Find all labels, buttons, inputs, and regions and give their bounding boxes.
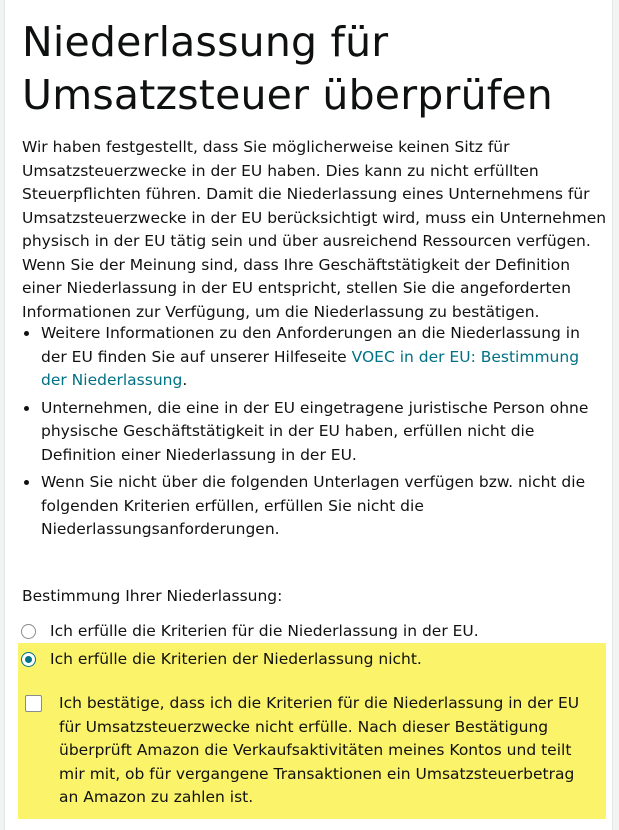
list-item	[22, 471, 602, 542]
radio-checked-icon[interactable]	[21, 652, 36, 667]
radio-unchecked-icon[interactable]	[21, 624, 36, 639]
confirm-checkbox[interactable]	[25, 695, 42, 712]
voec-help-link[interactable]: VOEC in der EU: Bestimmung der Niederlassung	[41, 347, 580, 389]
bullet-text: Weitere Informationen zu den Anforderungen an die Niederlassung in der EU finden Sie auf unserer Hilfeseite	[41, 324, 580, 366]
confirm-checkbox-row[interactable]	[25, 692, 590, 810]
bullet-text: Unternehmen, die eine in der EU eingetragene juristische Person ohne physische Geschäftstätigkeit in der EU haben, erfüllen nicht die Definition einer Niederlassung in der EU.	[41, 398, 589, 464]
confirm-checkbox-label: Ich bestätige, dass ich die Kriterien für die Niederlassung in der EU für Umsatzsteuerzwecke nicht erfülle. Nach dieser Bestätigung überprüft Amazon die Verkaufsaktivitäten meines Kontos und teilt mir mit, ob für vergangene Transaktionen ein Umsatzsteuerbetrag an Amazon zu zahlen ist.	[59, 694, 580, 806]
bullet-icon	[24, 331, 29, 336]
radio-label: Ich erfülle die Kriterien der Niederlassung nicht.	[50, 650, 422, 668]
intro-text: Wir haben festgestellt, dass Sie möglicherweise keinen Sitz für Umsatzsteuerzwecke in der EU haben. Dies kann zu nicht erfüllten Steuerpflichten führen. Damit die Niederlassung eines Unternehmens für Umsatzsteuerzwecke in der EU berücksichtigt wird, muss ein Unternehmen physisch in der EU tätig sein und über ausreichend Ressourcen verfügen. Wenn Sie der Meinung sind, dass Ihre Geschäftstätigkeit der Definition einer Niederlassung in der EU entspricht, stellen Sie die angeforderten Informationen zur Verfügung, um die Niederlassung zu bestätigen.	[22, 138, 607, 321]
radio-label: Ich erfülle die Kriterien für die Niederlassung in der EU.	[50, 622, 479, 640]
bullet-icon	[24, 480, 29, 485]
establishment-card	[4, 0, 613, 830]
radio-option-meets-criteria[interactable]	[21, 620, 611, 642]
list-item	[22, 322, 602, 393]
page-title: Niederlassung für Umsatzsteuer überprüfen	[22, 18, 553, 119]
info-list	[22, 322, 602, 546]
radio-option-not-meets-criteria[interactable]	[21, 648, 611, 670]
bullet-text-end: .	[182, 371, 188, 389]
bullet-icon	[24, 406, 29, 411]
list-item	[22, 397, 602, 468]
establishment-section-label: Bestimmung Ihrer Niederlassung:	[22, 587, 283, 605]
bullet-text: Wenn Sie nicht über die folgenden Unterlagen verfügen bzw. nicht die folgenden Kriterien erfüllen, erfüllen Sie nicht die Niederlassungsanforderungen.	[41, 473, 586, 538]
